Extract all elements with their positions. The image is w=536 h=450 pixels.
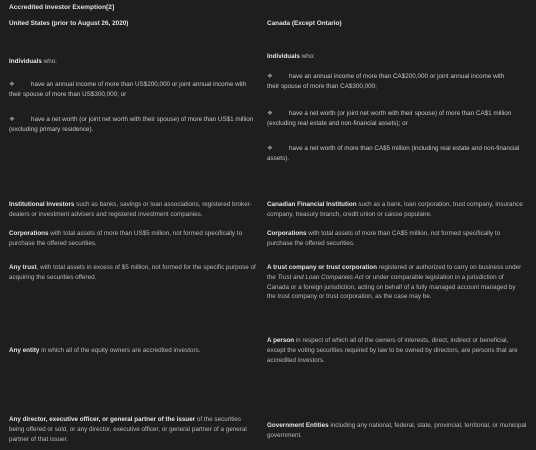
us-director-lead: Any director, executive officer, or general partner of the issuer <box>9 416 196 423</box>
ca-institution-rest: such as a bank, loan corporation, trust company, insurance company, treasury branch, credit union or caisse populaire. <box>267 201 523 218</box>
us-bullet-networth-text: have a net worth (or joint net worth with their spouse) of more than US$1 million (excluding primary residence). <box>9 116 254 133</box>
ca-bullet-income <box>267 72 515 92</box>
us-institutional <box>9 200 265 220</box>
us-entity <box>9 346 265 356</box>
us-bullet-networth <box>9 115 259 135</box>
ca-trust-lead: A trust company or trust corporation <box>267 264 377 271</box>
column-header-canada: Canada (Except Ontario) <box>267 20 342 27</box>
us-trust-lead: Any trust <box>9 264 37 271</box>
us-institutional-lead: Institutional Investors <box>9 201 75 208</box>
ca-individuals-rest: who: <box>299 53 315 60</box>
ca-trust-act: Trust and Loan Companies Act <box>277 273 364 281</box>
ca-corporations <box>267 229 507 249</box>
ca-bullet-networth-5m-text: have a net worth of more than CA$5 million (including real estate and non-financial assets). <box>267 145 520 162</box>
us-individuals-rest: who: <box>41 58 57 65</box>
ca-government-rest: including any national, federal, state, provincial, territorial, or municipal government. <box>267 422 527 439</box>
us-corporations-rest: with total assets of more than US$5 million, not formed specifically to purchase the offered securities. <box>9 230 243 247</box>
ca-trust-company <box>267 263 525 302</box>
ca-person <box>267 336 525 365</box>
diamond-bullet-icon: ❖ <box>267 145 273 152</box>
us-individuals <box>9 57 267 67</box>
ca-institution-lead: Canadian Financial Institution <box>267 201 357 208</box>
ca-individuals-lead: Individuals <box>267 53 300 60</box>
us-institutional-rest: such as banks, savings or loan associations, registered broker-dealers or investment advisers and registered investment companies. <box>9 201 252 218</box>
us-director-rest: of the securities being offered or sold, or any director, executive officer, or general partner of a general partner of that issuer. <box>9 416 247 443</box>
ca-trust-rest-2: or under comparable legislation in a jurisdiction of Canada or a foreign jurisdiction, acting on behalf of a fully managed account managed by the trust company or trust corporation, as the case may be. <box>267 273 516 301</box>
ca-bullet-networth <box>267 109 519 129</box>
diamond-bullet-icon: ❖ <box>267 110 273 117</box>
us-entity-lead: Any entity <box>9 347 40 354</box>
ca-person-rest: in respect of which all of the owners of interests, direct, indirect or beneficial, except the voting securities required by law to be owned by directors, are persons that are accredited investors. <box>267 337 518 364</box>
us-bullet-income <box>9 80 253 100</box>
ca-bullet-networth-text: have a net worth (or joint net worth with their spouse) of more than CA$1 million (excluding real estate and non-financial assets); or <box>267 110 512 127</box>
ca-individuals <box>267 52 525 62</box>
ca-bullet-income-text: have an annual income of more than CA$200,000 or joint annual income with their spouse of more than CA$300,000; <box>267 73 505 90</box>
us-bullet-income-text: have an annual income of more than US$200,000 or joint annual income with their spouse of more than US$300,000; or <box>9 81 247 98</box>
us-corporations-lead: Corporations <box>9 230 49 237</box>
ca-government <box>267 421 529 441</box>
ca-corporations-rest: with total assets of more than CA$5 million, not formed specifically to purchase the offered securities. <box>267 230 501 247</box>
us-director <box>9 415 257 444</box>
us-individuals-lead: Individuals <box>9 58 42 65</box>
ca-corporations-lead: Corporations <box>267 230 307 237</box>
ca-person-lead: A person <box>267 337 295 344</box>
ca-bullet-networth-5m <box>267 144 529 164</box>
page-title: Accredited Investor Exemption[2] <box>9 4 115 11</box>
diamond-bullet-icon: ❖ <box>9 116 15 123</box>
us-entity-rest: in which all of the equity owners are accredited investors. <box>39 347 201 354</box>
column-header-us: United States (prior to August 26, 2020) <box>9 20 129 27</box>
ca-financial-institution <box>267 200 527 220</box>
ca-trust-rest-1: registered or authorized to carry on business under the <box>267 264 522 281</box>
diamond-bullet-icon: ❖ <box>267 73 273 80</box>
us-corporations <box>9 229 249 249</box>
diamond-bullet-icon: ❖ <box>9 81 15 88</box>
us-trust-rest: , with total assets in excess of $5 million, not formed for the specific purpose of acquiring the securities offered. <box>9 264 256 281</box>
ca-government-lead: Government Entities <box>267 422 329 429</box>
us-trust <box>9 263 265 283</box>
